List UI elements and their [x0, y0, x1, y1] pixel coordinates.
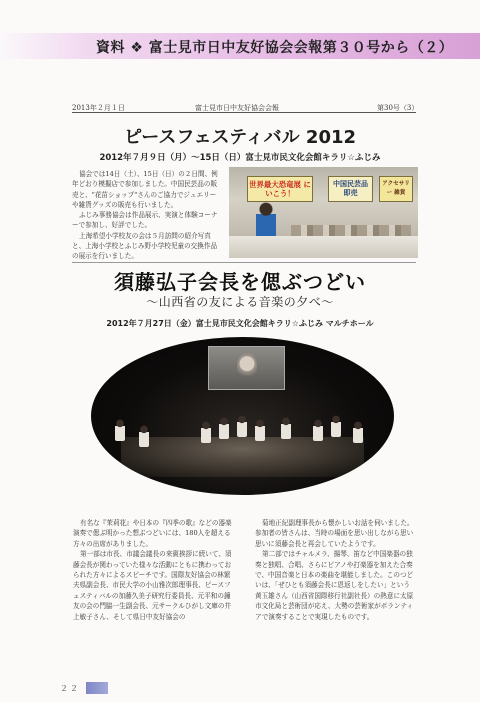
musician-figure	[237, 415, 247, 437]
musician-figure	[115, 419, 125, 441]
peace-festival-text	[72, 169, 220, 262]
memorial-concert-date: 2012年７月27日（金）富士見市民文化会館キラリ☆ふじみ マルチホール	[106, 319, 374, 328]
paragraph: 有名な『茉莉花』や日本の『四季の歌』などの器楽演奏で偲ぶ明かった想ぶつどいには、180人を超える方々の出席がありました。	[73, 519, 232, 548]
issue-date: 2013年２月１日	[72, 104, 125, 112]
paragraph: 菊地正紀副理事長から懐かしいお話を伺いました。参加者の皆さんは、当時の場面を思い出しながら思い思いに須藤会長と再会していたようです。	[255, 519, 414, 548]
paragraph: 上海希望小学校友の会は５月訪問の紹介写真と、上海小学校とふじみ野小学校児童の交換作品の展示を行いました。	[72, 231, 218, 261]
paragraph: 協会では14日（土）、15日（日）の２日間、例年どおり模擬店で参加しました。中国民芸品の販売と、"花苗ショップ"さんのご協力でジュエリーや雑貨グッズの販売も行いました。	[72, 170, 218, 209]
peace-festival-date: 2012年７月９日（月）～15日（日）富士見市民文化会館キラリ☆ふじみ	[99, 153, 381, 163]
page-tab-marker	[86, 682, 108, 694]
section-banner-title: 資料 ❖ 富士見市日中友好協会会報第３０号から（２）	[96, 40, 454, 56]
section-rule	[72, 262, 416, 263]
musician-figure	[281, 417, 291, 439]
dinosaur-sign: 世界最大恐竜展 にいこう！	[247, 176, 313, 202]
issue-number: 第30号（3）	[377, 104, 419, 112]
paragraph: 第二部ではチャルメラ、揚琴、笛など中国楽器の独奏と独唱、合唱、さらにピアノや打楽器を加えた合奏で、中国音楽と日本の楽曲を堪能しました。このつどいは、「ぜひとも須藤会長に恩返しをしたい」という黄玉雄さん（山西省国際移行社副社長）の熱意に太原市文化局と芸術団が応え、大勢の芸術家がボランティアで演奏することで実現したものです。	[255, 550, 414, 621]
header-rule	[72, 112, 416, 113]
memorial-concert-subtitle: ～山西省の友による音楽の夕べ～	[146, 295, 334, 309]
musician-figure	[201, 421, 211, 443]
booth-table	[229, 236, 418, 258]
folk-crafts-sign: 中国民芸品 即売	[328, 176, 373, 202]
musician-figure	[139, 425, 149, 447]
memorial-concert-title: 須藤弘子会長を偲ぶつどい	[114, 270, 366, 294]
stage-floor	[121, 437, 364, 477]
article-column-right	[255, 518, 415, 622]
festival-booth-photo	[229, 167, 418, 258]
accessories-sign: アクセサリー 雑貨	[379, 176, 413, 202]
concert-stage-photo	[91, 337, 394, 495]
musician-figure	[353, 421, 363, 443]
musician-figure	[219, 417, 229, 439]
musician-figure	[331, 415, 341, 437]
section-banner	[0, 33, 480, 59]
musician-figure	[255, 419, 265, 441]
portrait-figure	[237, 353, 257, 381]
newsletter-name: 富士見市日中友好協会会報	[195, 104, 279, 112]
memorial-portrait-screen	[208, 346, 285, 390]
article-column-left	[73, 518, 233, 622]
musician-figure	[313, 419, 323, 441]
page-number: ２２	[60, 684, 80, 693]
paragraph: 第一部は市長、市議会議長の来賓挨拶に続いて、須藤会長が関わっていた様々な活動にともに携わっておられた方々によるスピーチです。国際友好協会の林繁夫県副会長、市民大学の小山雅次郎理事長、ピースフェスティバルの加藤久美子研究行委員長、元平和の鐘友の会の門脇一生副会長、元サークルひがし文庫の井上敏子さん、そして県日中友好協会の	[73, 550, 232, 621]
paragraph: ふじみ事務協会は作品展示、実演と体験コーナーで参加し、好評でした。	[72, 211, 218, 230]
peace-festival-title: ピースフェスティバル 2012	[123, 127, 357, 148]
